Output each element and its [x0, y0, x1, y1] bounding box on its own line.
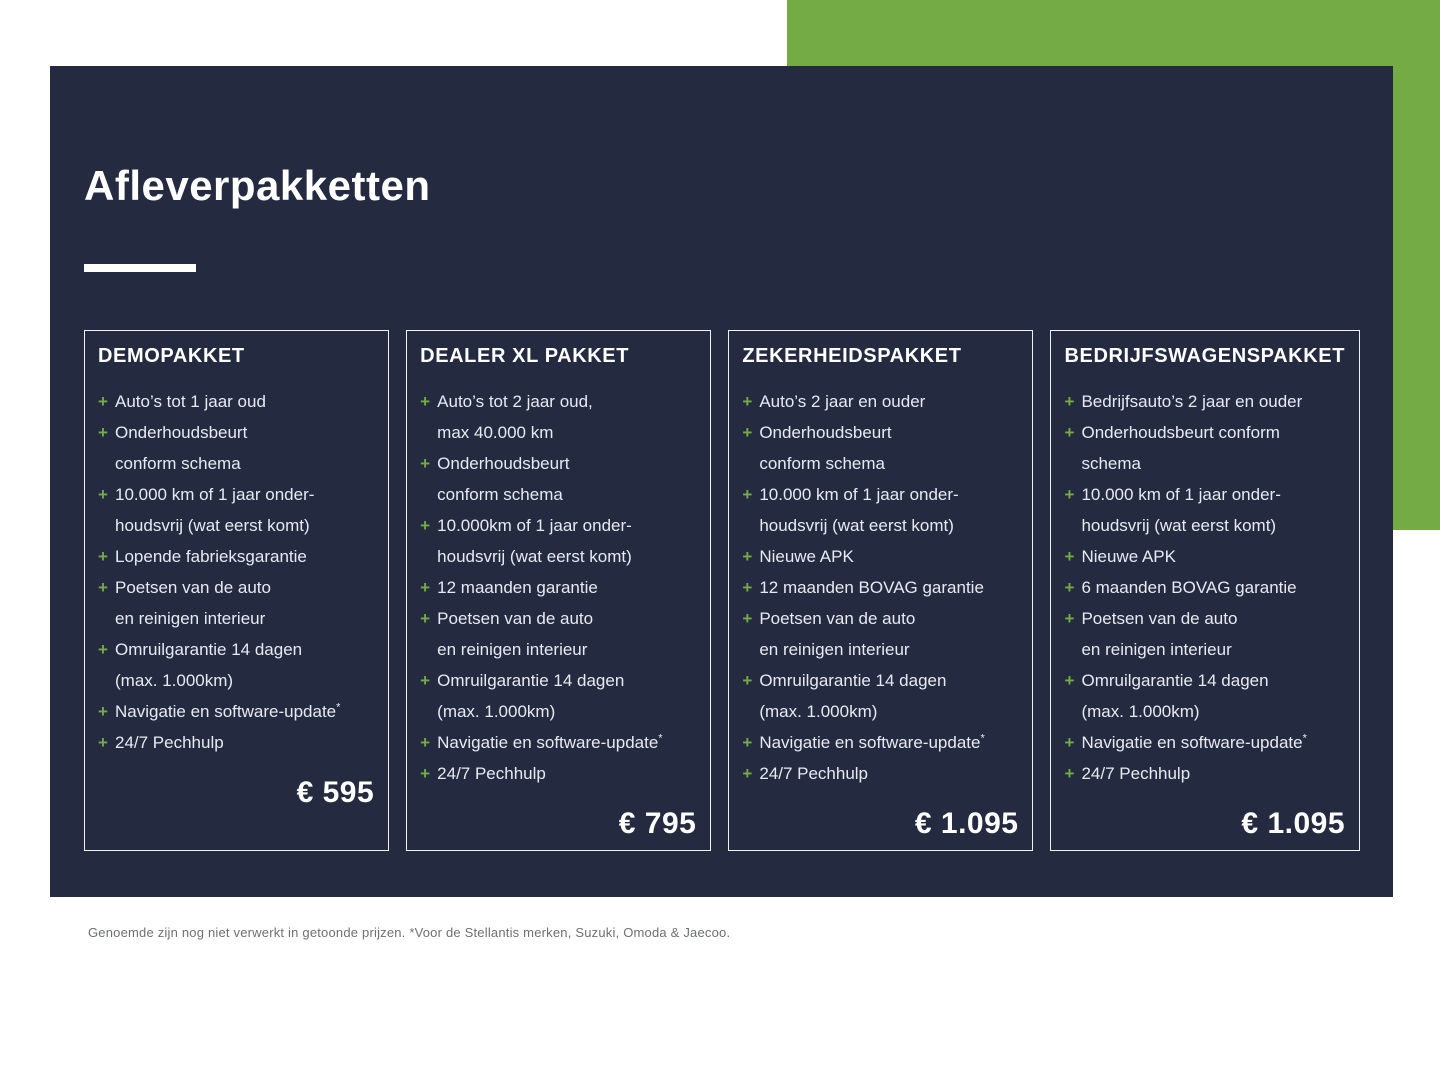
- package-feature: [742, 727, 1018, 758]
- plus-icon: +: [98, 423, 108, 442]
- feature-text: [437, 758, 696, 789]
- feature-line: Auto’s 2 jaar en ouder: [759, 392, 926, 411]
- feature-line: en reinigen interieur: [759, 640, 910, 659]
- feature-line: 10.000 km of 1 jaar onder-: [759, 485, 959, 504]
- feature-line: Omruilgarantie 14 dagen: [437, 671, 625, 690]
- plus-icon: +: [1064, 392, 1075, 411]
- title-underline: [84, 264, 196, 272]
- package-feature: [742, 603, 1018, 665]
- package-feature: [1064, 541, 1345, 572]
- feature-text: [759, 479, 1018, 541]
- package-feature: [98, 541, 374, 572]
- feature-line: Lopende fabrieksgarantie: [115, 547, 307, 566]
- feature-text: [1081, 386, 1345, 417]
- package-feature: [1064, 603, 1345, 665]
- footnote: Genoemde zijn nog niet verwerkt in getoonde prijzen. *Voor de Stellantis merken, Suzuki, Omoda & Jaecoo.: [88, 925, 731, 940]
- plus-icon: +: [742, 609, 753, 628]
- feature-text: [759, 386, 1018, 417]
- plus-icon: +: [420, 671, 431, 690]
- plus-icon: +: [98, 485, 108, 504]
- feature-text: [759, 665, 1018, 727]
- feature-line: 6 maanden BOVAG garantie: [1081, 578, 1297, 597]
- plus-icon: +: [98, 392, 108, 411]
- feature-text: [437, 603, 696, 665]
- feature-line: Onderhoudsbeurt: [437, 454, 570, 473]
- feature-text: [759, 758, 1018, 789]
- package-feature: [420, 758, 696, 789]
- plus-icon: +: [742, 485, 753, 504]
- feature-text: [437, 448, 696, 510]
- package-cards: [84, 330, 1360, 851]
- feature-line: Navigatie en software-update*: [1081, 732, 1307, 752]
- plus-icon: +: [742, 578, 753, 597]
- asterisk-note: *: [336, 701, 341, 714]
- feature-text: [1081, 603, 1345, 665]
- feature-line: Omruilgarantie 14 dagen: [759, 671, 947, 690]
- package-feature: [98, 386, 374, 417]
- feature-line: Auto’s tot 2 jaar oud,: [437, 392, 593, 411]
- plus-icon: +: [1064, 485, 1075, 504]
- plus-icon: +: [742, 392, 753, 411]
- feature-text: [759, 603, 1018, 665]
- plus-icon: +: [1064, 547, 1075, 566]
- feature-text: [437, 727, 696, 758]
- package-feature: [98, 479, 374, 541]
- feature-text: [759, 727, 1018, 758]
- plus-icon: +: [742, 764, 753, 783]
- feature-line: houdsvrij (wat eerst komt): [115, 516, 310, 535]
- plus-icon: +: [98, 640, 108, 659]
- package-feature: [742, 758, 1018, 789]
- asterisk-note: *: [1302, 732, 1307, 745]
- feature-line: en reinigen interieur: [437, 640, 588, 659]
- package-price: € 1.095: [914, 807, 1019, 840]
- asterisk-note: *: [980, 732, 985, 745]
- feature-text: [1081, 727, 1345, 758]
- package-title: DEMOPAKKET: [98, 345, 245, 367]
- package-feature: [742, 665, 1018, 727]
- package-feature: [420, 727, 696, 758]
- package-feature: [98, 634, 374, 696]
- feature-line: Onderhoudsbeurt conform: [1081, 423, 1280, 442]
- feature-text: [115, 417, 374, 479]
- feature-text: [759, 572, 1018, 603]
- package-feature: [1064, 758, 1345, 789]
- packages-panel: [50, 66, 1393, 897]
- feature-line: houdsvrij (wat eerst komt): [1081, 516, 1277, 535]
- plus-icon: +: [1064, 578, 1075, 597]
- plus-icon: +: [420, 454, 431, 473]
- feature-line: (max. 1.000km): [759, 702, 878, 721]
- plus-icon: +: [98, 547, 108, 566]
- feature-line: Onderhoudsbeurt: [759, 423, 892, 442]
- feature-line: Auto’s tot 1 jaar oud: [115, 392, 266, 411]
- plus-icon: +: [98, 702, 108, 721]
- feature-text: [115, 634, 374, 696]
- plus-icon: +: [98, 733, 108, 752]
- feature-text: [115, 572, 374, 634]
- feature-text: [1081, 758, 1345, 789]
- feature-line: 12 maanden garantie: [437, 578, 598, 597]
- plus-icon: +: [742, 671, 753, 690]
- package-feature: [742, 541, 1018, 572]
- plus-icon: +: [742, 733, 753, 752]
- plus-icon: +: [420, 764, 431, 783]
- plus-icon: +: [742, 423, 753, 442]
- package-price: € 595: [296, 776, 375, 809]
- feature-text: [1081, 479, 1345, 541]
- feature-line: en reinigen interieur: [115, 609, 266, 628]
- package-feature: [742, 572, 1018, 603]
- feature-line: Omruilgarantie 14 dagen: [1081, 671, 1269, 690]
- package-feature: [98, 696, 374, 727]
- package-card: [1050, 330, 1360, 851]
- package-price: € 1.095: [1241, 807, 1346, 840]
- package-feature: [420, 603, 696, 665]
- package-feature: [1064, 479, 1345, 541]
- feature-text: [1081, 417, 1345, 479]
- feature-line: en reinigen interieur: [1081, 640, 1232, 659]
- package-feature-list: [742, 386, 1018, 789]
- plus-icon: +: [420, 733, 431, 752]
- package-feature: [1064, 665, 1345, 727]
- feature-text: [1081, 541, 1345, 572]
- feature-text: [1081, 572, 1345, 603]
- package-card: [84, 330, 389, 851]
- feature-text: [115, 386, 374, 417]
- package-feature: [1064, 417, 1345, 479]
- feature-line: 12 maanden BOVAG garantie: [759, 578, 984, 597]
- feature-text: [437, 665, 696, 727]
- package-feature: [420, 510, 696, 572]
- package-feature-list: [98, 386, 374, 758]
- plus-icon: +: [420, 609, 431, 628]
- feature-text: [759, 541, 1018, 572]
- package-feature: [742, 417, 1018, 479]
- feature-line: conform schema: [437, 485, 563, 504]
- package-feature: [742, 386, 1018, 417]
- package-feature-list: [1064, 386, 1345, 789]
- feature-line: 24/7 Pechhulp: [437, 764, 546, 783]
- package-feature: [98, 727, 374, 758]
- package-title: ZEKERHEIDSPAKKET: [742, 345, 962, 367]
- package-feature: [1064, 386, 1345, 417]
- package-feature: [1064, 572, 1345, 603]
- feature-line: houdsvrij (wat eerst komt): [437, 547, 632, 566]
- feature-line: Poetsen van de auto: [1081, 609, 1238, 628]
- package-feature: [98, 417, 374, 479]
- feature-line: (max. 1.000km): [115, 671, 234, 690]
- feature-line: schema: [1081, 454, 1141, 473]
- feature-line: Poetsen van de auto: [437, 609, 594, 628]
- plus-icon: +: [1064, 764, 1075, 783]
- feature-line: Poetsen van de auto: [759, 609, 916, 628]
- page-title: Afleverpakketten: [84, 162, 431, 209]
- feature-line: conform schema: [115, 454, 241, 473]
- plus-icon: +: [420, 578, 431, 597]
- feature-text: [1081, 665, 1345, 727]
- feature-line: Poetsen van de auto: [115, 578, 271, 597]
- feature-line: Navigatie en software-update*: [759, 732, 985, 752]
- feature-line: Onderhoudsbeurt: [115, 423, 248, 442]
- feature-line: 10.000 km of 1 jaar onder-: [115, 485, 315, 504]
- package-feature: [420, 386, 696, 448]
- plus-icon: +: [742, 547, 753, 566]
- feature-text: [115, 696, 374, 727]
- feature-text: [115, 479, 374, 541]
- package-feature-list: [420, 386, 696, 789]
- plus-icon: +: [1064, 733, 1075, 752]
- feature-text: [115, 727, 374, 758]
- feature-line: 24/7 Pechhulp: [759, 764, 869, 783]
- feature-line: Omruilgarantie 14 dagen: [115, 640, 303, 659]
- feature-line: Nieuwe APK: [759, 547, 854, 566]
- plus-icon: +: [420, 392, 431, 411]
- asterisk-note: *: [658, 732, 663, 745]
- package-feature: [742, 479, 1018, 541]
- feature-line: 24/7 Pechhulp: [115, 733, 224, 752]
- plus-icon: +: [1064, 609, 1075, 628]
- feature-line: (max. 1.000km): [1081, 702, 1200, 721]
- package-card: [728, 330, 1033, 851]
- plus-icon: +: [1064, 671, 1075, 690]
- feature-text: [759, 417, 1018, 479]
- package-price: € 795: [618, 807, 697, 840]
- feature-line: Nieuwe APK: [1081, 547, 1176, 566]
- feature-line: Bedrijfsauto’s 2 jaar en ouder: [1081, 392, 1303, 411]
- feature-line: conform schema: [759, 454, 885, 473]
- plus-icon: +: [98, 578, 108, 597]
- package-card: [406, 330, 711, 851]
- feature-text: [437, 386, 696, 448]
- package-title: BEDRIJFSWAGENSPAKKET: [1064, 345, 1346, 367]
- package-feature: [420, 665, 696, 727]
- package-feature: [98, 572, 374, 634]
- feature-line: 24/7 Pechhulp: [1081, 764, 1191, 783]
- package-feature: [420, 448, 696, 510]
- feature-line: Navigatie en software-update*: [115, 701, 341, 721]
- package-title: DEALER XL PAKKET: [420, 345, 630, 367]
- feature-line: 10.000 km of 1 jaar onder-: [1081, 485, 1281, 504]
- feature-line: 10.000km of 1 jaar onder-: [437, 516, 632, 535]
- package-feature: [420, 572, 696, 603]
- plus-icon: +: [1064, 423, 1075, 442]
- feature-text: [437, 572, 696, 603]
- feature-text: [115, 541, 374, 572]
- feature-line: (max. 1.000km): [437, 702, 556, 721]
- feature-line: Navigatie en software-update*: [437, 732, 663, 752]
- feature-line: houdsvrij (wat eerst komt): [759, 516, 954, 535]
- package-feature: [1064, 727, 1345, 758]
- plus-icon: +: [420, 516, 431, 535]
- feature-text: [437, 510, 696, 572]
- feature-line: max 40.000 km: [437, 423, 554, 442]
